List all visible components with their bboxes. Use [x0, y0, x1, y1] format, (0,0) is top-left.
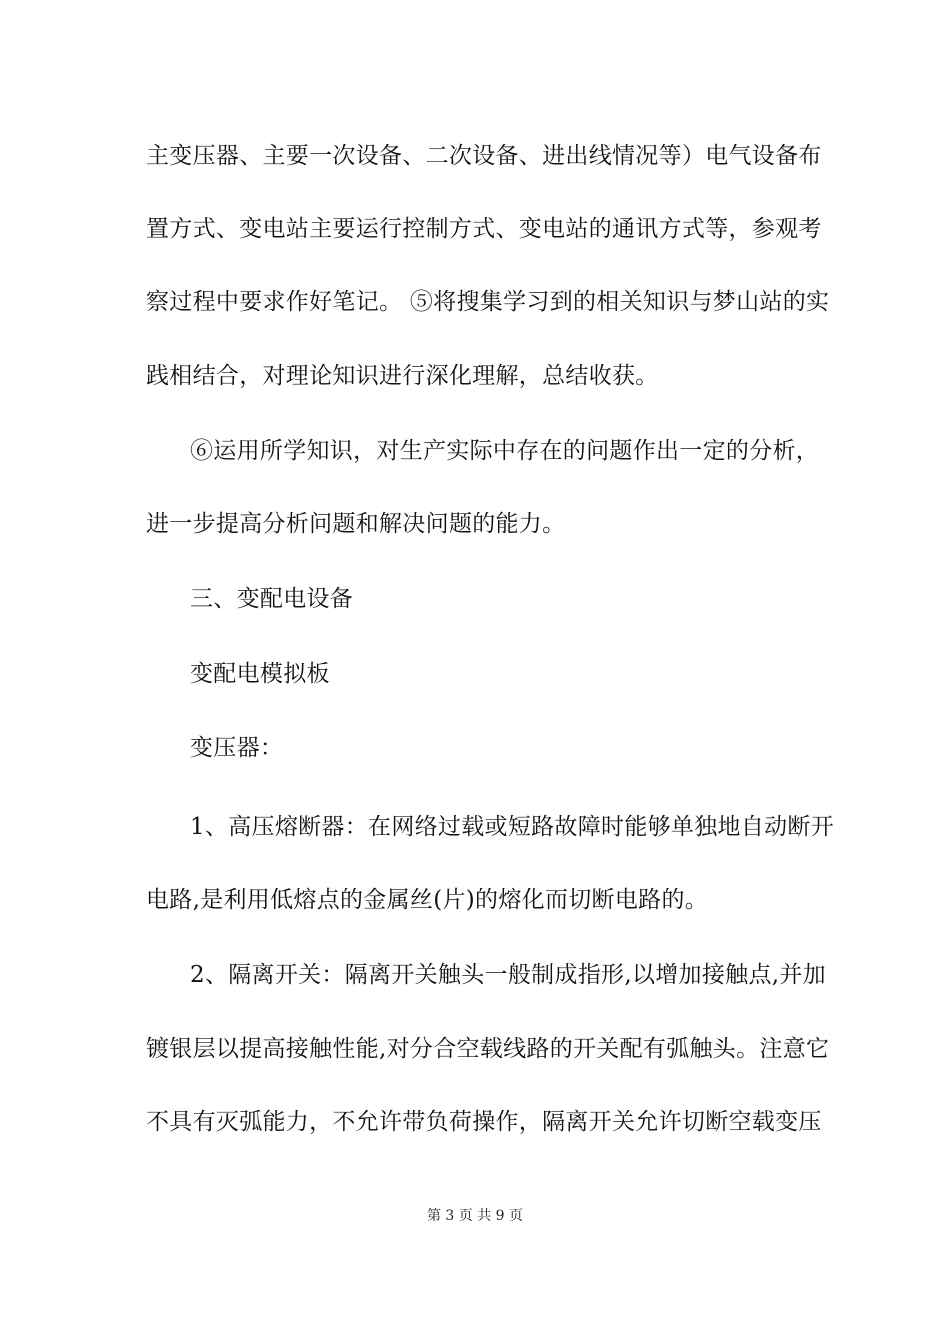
body-text-line: 置方式、变电站主要运行控制方式、变电站的通讯方式等，参观考 — [146, 216, 822, 242]
body-text-line: 践相结合，对理论知识进行深化理解，总结收获。 — [146, 363, 659, 389]
body-text-line: 镀银层以提高接触性能,对分合空载线路的开关配有弧触头。注意它 — [146, 1036, 830, 1062]
body-text-line: 2、隔离开关：隔离开关触头一般制成指形,以增加接触点,并加 — [190, 962, 826, 988]
body-text-line: 电路,是利用低熔点的金属丝(片)的熔化而切断电路的。 — [146, 887, 709, 913]
body-text-line: 察过程中要求作好笔记。 ⑤将搜集学习到的相关知识与梦山站的实 — [146, 289, 830, 315]
body-text-line: 1、高压熔断器：在网络过载或短路故障时能够单独地自动断开 — [190, 814, 835, 840]
body-text-line: ⑥运用所学知识，对生产实际中存在的问题作出一定的分析， — [190, 438, 820, 464]
page-number-footer: 第 3 页 共 9 页 — [426, 1208, 524, 1224]
body-text-line: 不具有灭弧能力，不允许带负荷操作，隔离开关允许切断空载变压 — [146, 1109, 822, 1135]
body-text-line: 主变压器、主要一次设备、二次设备、进出线情况等）电气设备布 — [146, 143, 822, 169]
section-heading: 三、变配电设备 — [190, 586, 354, 612]
body-text-line: 进一步提高分析问题和解决问题的能力。 — [146, 511, 566, 537]
subheading: 变压器： — [190, 735, 284, 761]
subheading: 变配电模拟板 — [190, 661, 330, 687]
